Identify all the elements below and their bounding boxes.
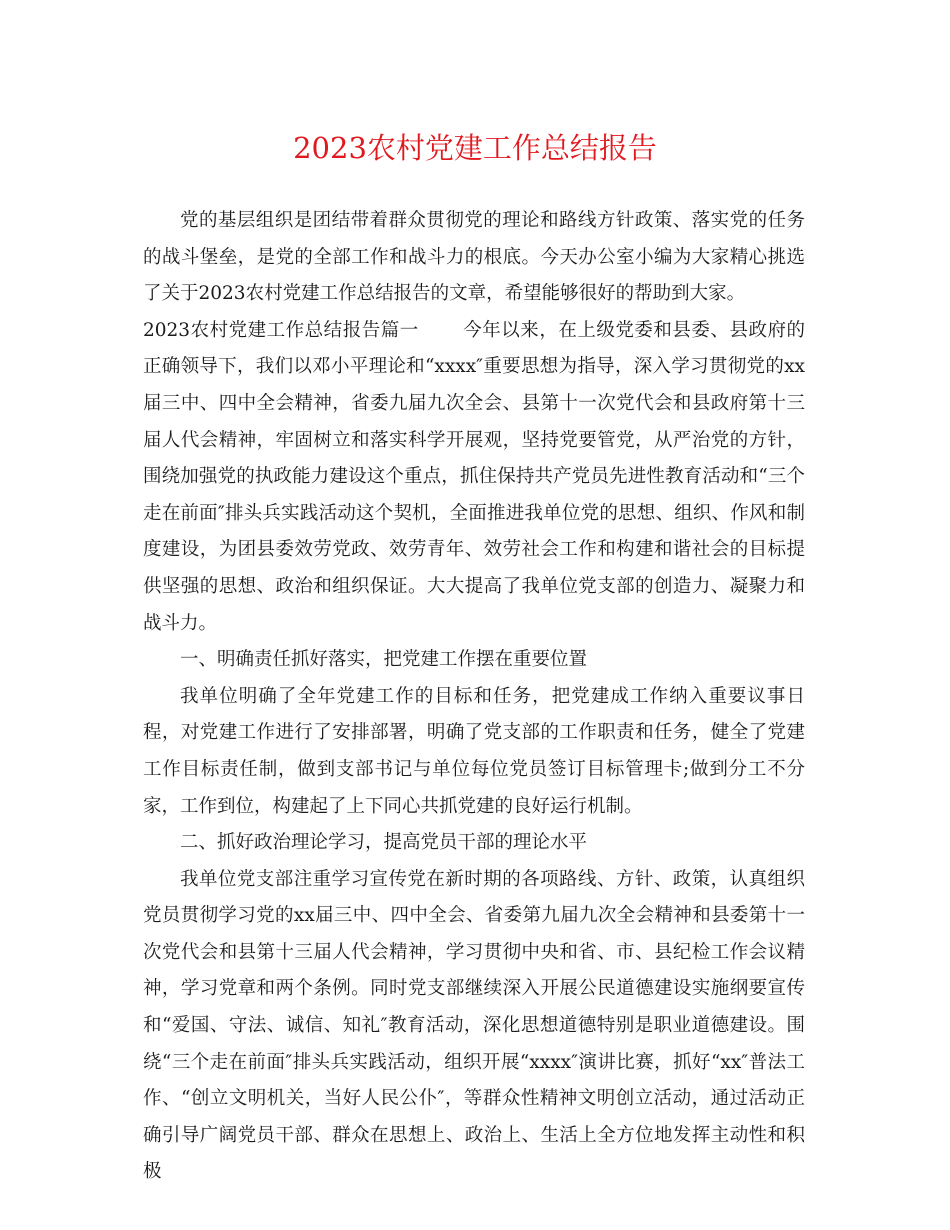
section-opening-text: 今年以来，在上级党委和县委、县政府的正确领导下，我们以邓小平理论和“xxxx″重要思想为指导，深入学习贯彻党的xx届三中、四中全会精神，省委九届九次全会、县第十一次党代会和县政府第十三届人代会精神，牢固树立和落实科学开展观，坚持党要管党，从严治党的方针，围绕加强党的执政能力建设这个重点，抓住保持共产党员先进性教育活动和“三个走在前面″排头兵实践活动这个契机，全面推进我单位党的思想、组织、作风和制度建设，为团县委效劳党政、效劳青年、效劳社会工作和构建和谐社会的目标提供坚强的思想、政治和组织保证。大大提高了我单位党支部的创造力、凝聚力和战斗力。 [143,319,805,634]
paragraph-2: 我单位党支部注重学习宣传党在新时期的各项路线、方针、政策，认真组织党员贯彻学习党的xx届三中、四中全会、省委第九届九次全会精神和县委第十一次党代会和县第十三届人代会精神，学习贯彻中央和省、市、县纪检工作会议精神，学习党章和两个条例。同时党支部继续深入开展公民道德建设实施纲要宣传和“爱国、守法、诚信、知礼″教育活动，深化思想道德特别是职业道德建设。围绕“三个走在前面″排头兵实践活动，组织开展“xxxx″演讲比赛，抓好“xx″普法工作、“创立文明机关，当好人民公仆″，等群众性精神文明创立活动，通过活动正确引导广阔党员干部、群众在思想上、政治上、生活上全方位地发挥主动性和积极 [143,868,805,1183]
paragraph-1: 我单位明确了全年党建工作的目标和任务，把党建成工作纳入重要议事日程，对党建工作进行了安排部署，明确了党支部的工作职责和任务，健全了党建工作目标责任制，做到支部书记与单位每位党员签订目标管理卡;做到分工不分家，工作到位，构建起了上下同心共抓党建的良好运行机制。 [143,685,805,817]
intro-paragraph: 党的基层组织是团结带着群众贯彻党的理论和路线方针政策、落实党的任务的战斗堡垒，是党的全部工作和战斗力的根底。今天办公室小编为大家精心挑选了关于2023农村党建工作总结报告的文章，希望能够很好的帮助到大家。 [143,210,805,305]
heading-1: 一、明确责任抓好落实，把党建工作摆在重要位置 [180,649,588,671]
document-body [143,203,805,1191]
section-paragraph [143,313,805,642]
section-label: 2023农村党建工作总结报告篇一 [143,319,419,341]
document-title: 2023农村党建工作总结报告 [293,131,657,165]
heading-2: 二、抓好政治理论学习，提高党员干部的理论水平 [180,832,588,854]
